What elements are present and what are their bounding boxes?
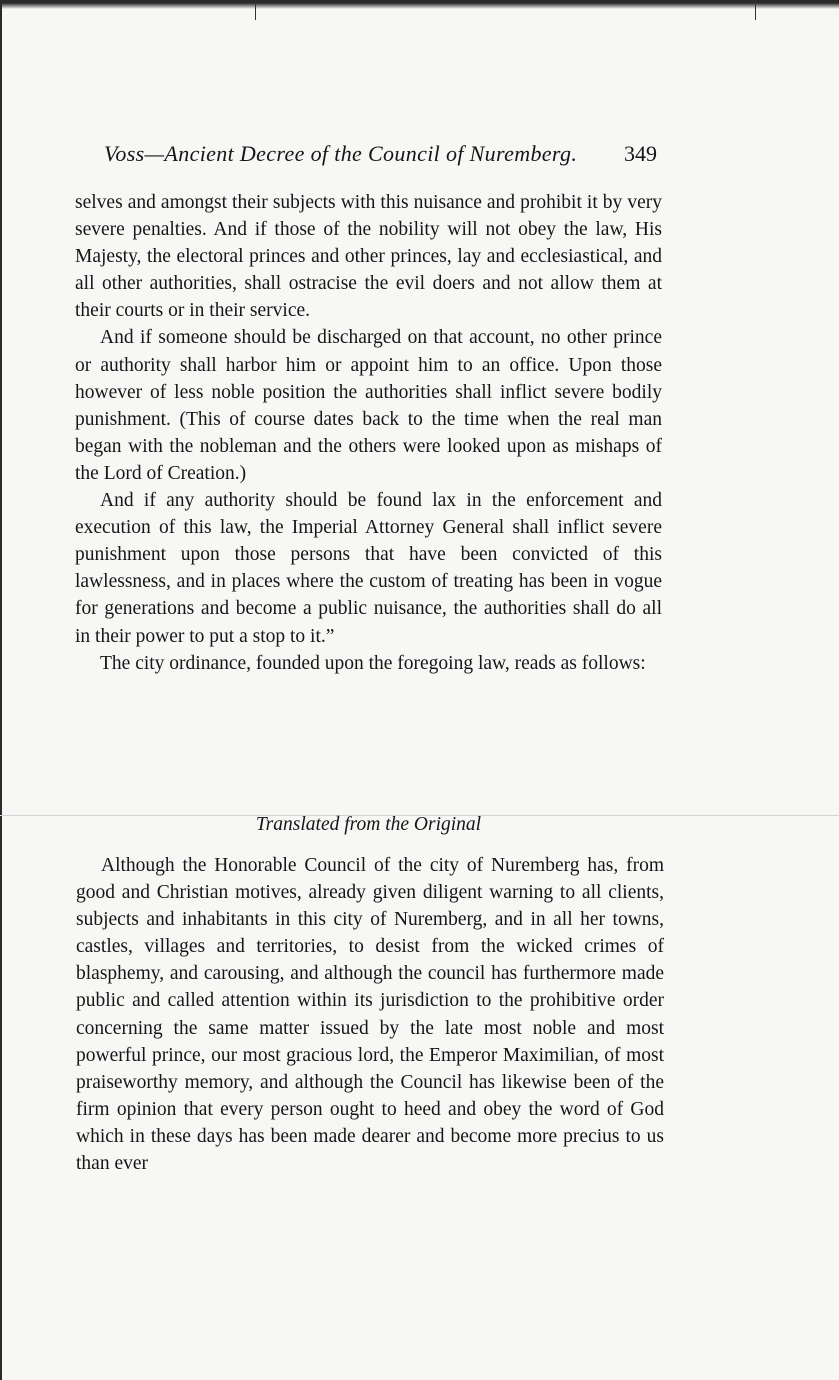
paragraph: Although the Honorable Council of the city of Nuremberg has, from good and Christian motives, already given diligent warning to all clients, subjects and inhabitants in this city of Nuremberg, and in all her towns, castles, villages and territories, to desist from the wicked crimes of blasphemy, and carousing, and although the council has furthermore made public and called attention within its jurisdiction to the prohibitive order concerning the same matter issued by the late most noble and most powerful prince, our most gracious lord, the Emperor Maximilian, of most praiseworthy memory, and although the Council has likewise been of the firm opinion that every person ought to heed and obey the word of God which in these days has been made dearer and become more precius to us than ever <box>76 855 664 1175</box>
scan-mark <box>255 0 256 20</box>
running-title: Voss—Ancient Decree of the Council of Nuremberg. <box>104 141 578 166</box>
scan-edge-top <box>0 0 839 10</box>
paragraph: The city ordinance, founded upon the foregoing law, reads as follows: <box>100 652 646 674</box>
scan-mark <box>755 0 756 20</box>
translated-text <box>76 852 664 1177</box>
page-number: 349 <box>624 141 657 166</box>
paragraph-continued: selves and amongst their subjects with this nuisance and prohibit it by very severe penalties. And if those of the nobility will not obey the law, His Majesty, the electoral princes and other princes, lay and ecclesiastical, and all other authorities, shall ostracise the evil doers and not allow them at their courts or in their service. <box>75 192 662 322</box>
paragraph: And if any authority should be found lax in the enforcement and execution of this law, the Imperial Attorney General shall inflict severe punishment upon those persons that have been convicted of this lawlessness, and in places where the custom of treating has been in vogue for generations and become a public nuisance, the authorities shall do all in their power to put a stop to it.” <box>75 490 662 647</box>
paragraph: And if someone should be discharged on that account, no other prince or authority shall harbor him or appoint him to an office. Upon those however of less noble position the authorities shall inflict severe bodily punishment. (This of course dates back to the time when the real man began with the nobleman and the others were looked upon as mishaps of the Lord of Creation.) <box>75 327 662 484</box>
page-header <box>104 139 657 169</box>
scan-edge-left <box>0 0 2 1380</box>
body-text <box>75 189 662 677</box>
section-heading: Translated from the Original <box>255 814 482 835</box>
